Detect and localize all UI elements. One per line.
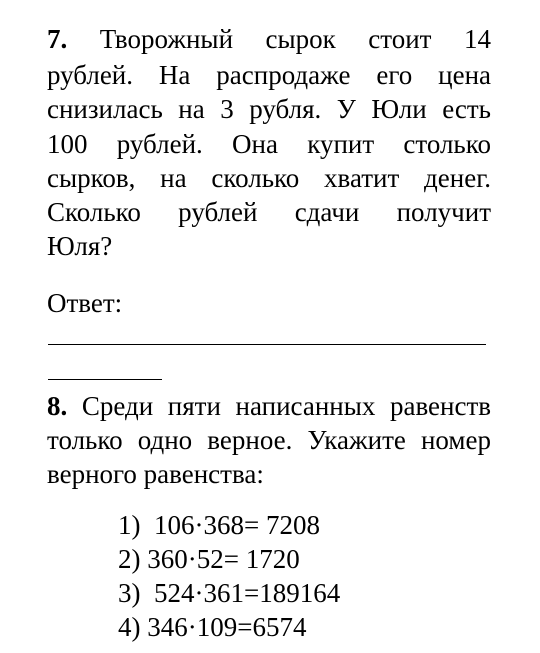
task-8-line-2: только одно верное. Укажите номер <box>47 425 491 455</box>
option-1: 1) 106·368= 7208 <box>118 510 320 540</box>
answer-label: Ответ: <box>47 288 123 318</box>
task-7-line-3: снизилась на 3 рубля. У Юли есть <box>47 94 491 124</box>
task-8-text: Среди пяти написанных равенств <box>81 391 492 421</box>
task-7-number: 7. <box>47 24 68 54</box>
task-7-line-2: рублей. На распродаже его цена <box>47 60 491 90</box>
option-2: 2) 360·52= 1720 <box>118 544 300 574</box>
answer-line-1 <box>48 344 486 345</box>
task-8-number: 8. <box>47 391 68 421</box>
option-3: 3) 524·361=189164 <box>118 578 341 608</box>
task-7-line-4: 100 рублей. Она купит столько <box>47 129 491 159</box>
task-8-line-1 <box>47 389 491 423</box>
task-8-line-3: верного равенства: <box>47 459 264 489</box>
task-7-text: Творожный сырок стоит 14 <box>99 24 492 54</box>
task-7-line-1 <box>47 22 491 56</box>
task-7-line-6: Сколько рублей сдачи получит <box>47 197 491 227</box>
task-7-line-7: Юля? <box>47 231 113 261</box>
option-4: 4) 346·109=6574 <box>118 612 307 642</box>
answer-line-2 <box>48 379 162 380</box>
task-7-line-5: сырков, на сколько хватит денег. <box>47 163 491 193</box>
